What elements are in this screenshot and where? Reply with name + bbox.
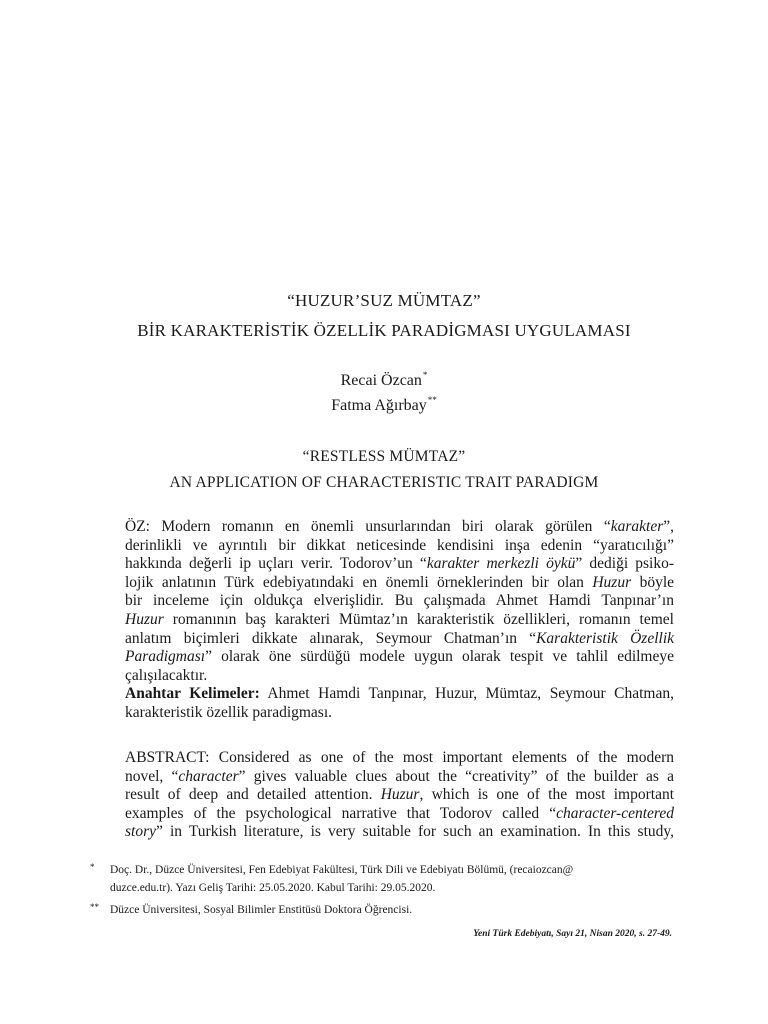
oz-line: ÖZ: Modern romanın en önemli unsurlarından biri olarak görülen “karakter”,	[125, 518, 674, 535]
english-abstract	[125, 749, 674, 842]
abstract-line: novel, “character” gives valuable clues about the “creativity” of the builder as a	[125, 767, 674, 785]
abstract-line: examples of the psychological narrative that Todorov called “character-centered	[125, 804, 674, 822]
abstract-line: story” in Turkish literature, is very suitable for such an examination. In this study,	[125, 823, 674, 841]
footnote-1-text: duzce.edu.tr). Yazı Geliş Tarihi: 25.05.2020. Kabul Tarihi: 29.05.2020.	[110, 882, 436, 894]
author-2-name: Fatma Ağırbay	[331, 397, 427, 414]
author-1	[0, 372, 768, 390]
abstract-line: result of deep and detailed attention. Huzur, which is one of the most important	[125, 786, 675, 804]
title-line-2: BİR KARAKTERİSTİK ÖZELLİK PARADİGMASI UYGULAMASI	[137, 321, 631, 340]
journal-reference: Yeni Türk Edebiyatı, Sayı 21, Nisan 2020, s. 27-49.	[473, 929, 672, 939]
footnote-2	[90, 901, 690, 919]
title-line-1: “HUZUR’SUZ MÜMTAZ”	[287, 291, 481, 310]
oz-line: lojik anlatının Türk edebiyatındaki en önemli örneklerinden bir olan Huzur böyle	[125, 573, 675, 591]
oz-line: çalışılacaktır.	[125, 666, 208, 684]
footnote-2-text: Düzce Üniversitesi, Sosyal Bilimler Enstitüsü Doktora Öğrencisi.	[110, 904, 413, 916]
oz-line: derinlikli ve ayrıntılı bir dikkat neticesinde kendisini inşa edenin “yaratıcılığı”	[125, 536, 674, 554]
abstract-line: ABSTRACT: Considered as one of the most important elements of the modern	[125, 749, 674, 766]
oz-line: hakkında değerli ip uçları verir. Todorov’un “karakter merkezli öykü” dediği psiko-	[125, 555, 675, 573]
author-1-name: Recai Özcan	[340, 372, 422, 389]
oz-abstract	[125, 518, 674, 723]
oz-line: bir inceleme için oldukça elverişlidir. Bu çalışmada Ahmet Hamdi Tanpınar’ın	[125, 592, 674, 610]
author-1-footnote-mark: *	[422, 370, 428, 380]
footnote-2-mark: **	[90, 902, 99, 912]
oz-line: anlatım biçimleri dikkate alınarak, Seymour Chatman’ın “Karakteristik Özellik	[125, 629, 674, 647]
keywords-line: karakteristik özellik paradigması.	[125, 703, 333, 721]
footnote-1-mark: *	[90, 862, 95, 872]
keywords-label: Anahtar Kelimeler:	[125, 685, 260, 703]
author-2	[0, 397, 768, 415]
author-2-footnote-mark: **	[427, 395, 437, 405]
english-title-line-1: “RESTLESS MÜMTAZ”	[302, 448, 466, 465]
keywords-line: Anahtar Kelimeler: Ahmet Hamdi Tanpınar, Huzur, Mümtaz, Seymour Chatman,	[125, 685, 674, 703]
footnote-1-text: Doç. Dr., Düzce Üniversitesi, Fen Edebiyat Fakültesi, Türk Dili ve Edebiyatı Bölümü, (recaiozcan@	[110, 864, 574, 876]
english-title-line-2: AN APPLICATION OF CHARACTERISTIC TRAIT PARADIGM	[169, 474, 599, 491]
footnote-1	[90, 861, 690, 897]
oz-line: Paradigması” olarak öne sürdüğü modele uygun olarak tespit ve tahlil edilmeye	[125, 648, 674, 666]
oz-line: Huzur romanının baş karakteri Mümtaz’ın karakteristik özellikleri, romanın temel	[125, 610, 674, 628]
